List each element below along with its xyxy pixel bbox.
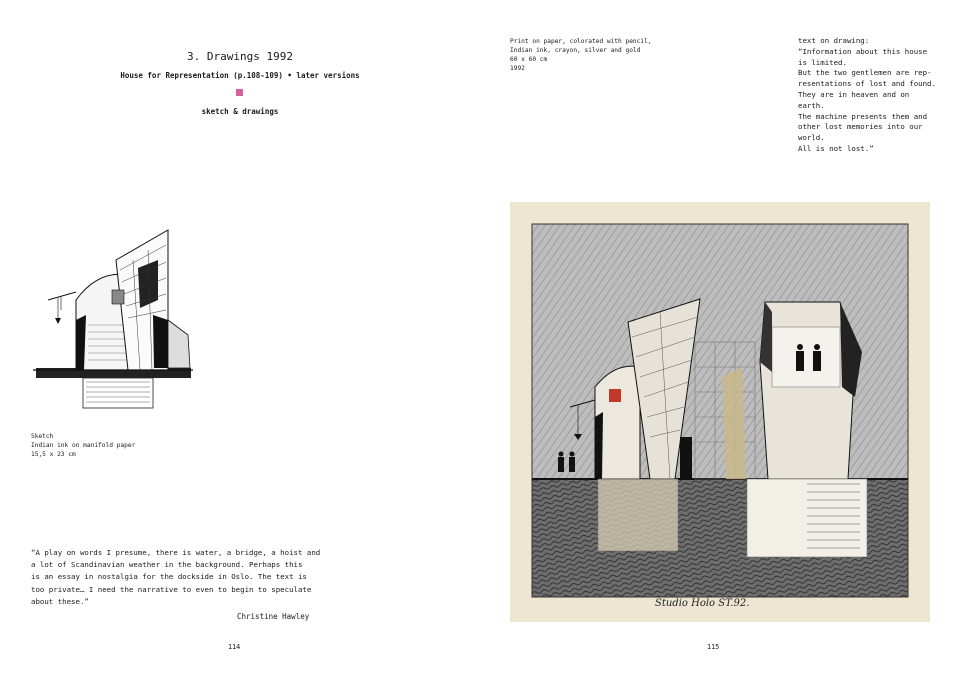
section-title: 3. Drawings 1992	[187, 50, 293, 63]
sketch-caption	[31, 432, 135, 459]
sketch-caption-medium: Indian ink on manifold paper	[31, 442, 136, 449]
page-number-right: 115	[707, 643, 720, 651]
sketch-caption-size: 15,5 x 23 cm	[31, 451, 76, 458]
critic-quote: “A play on words I presume, there is water, a bridge, a hoist and a lot of Scandinavian weather in the background. Perhaps this is an essay in nostalgia for the dockside in Oslo. The text is too private… I need the narrative to even to begin to speculate about these.”	[31, 548, 321, 606]
text-on-drawing: text on drawing: “Information about this house is limited. But the two gentlemen are rep- resentations of lost and found. They are in heaven and on earth. The machine presents them and other lost memories into our world. All is not lost.”	[798, 36, 936, 153]
quote-author: Christine Hawley	[237, 612, 310, 621]
page-number-left: 114	[228, 643, 241, 651]
colored-print-image	[510, 202, 930, 622]
house-sketch-image	[28, 220, 198, 415]
drawing-signature: Studio Holo ST.92.	[655, 598, 750, 609]
subhead: sketch & drawings	[201, 107, 279, 116]
print-caption	[510, 37, 652, 73]
section-subtitle: House for Representation (p.108-109) • later versions	[120, 71, 360, 80]
pink-square-marker	[236, 89, 243, 96]
print-caption-medium-1: Print on paper, colorated with pencil,	[510, 38, 652, 45]
sketch-caption-title: Sketch	[31, 433, 54, 440]
right-page	[480, 0, 960, 678]
print-caption-medium-2: Indian ink, crayon, silver and gold	[510, 47, 641, 54]
print-caption-size: 60 x 60 cm	[510, 56, 548, 63]
print-caption-year: 1992	[510, 65, 525, 72]
